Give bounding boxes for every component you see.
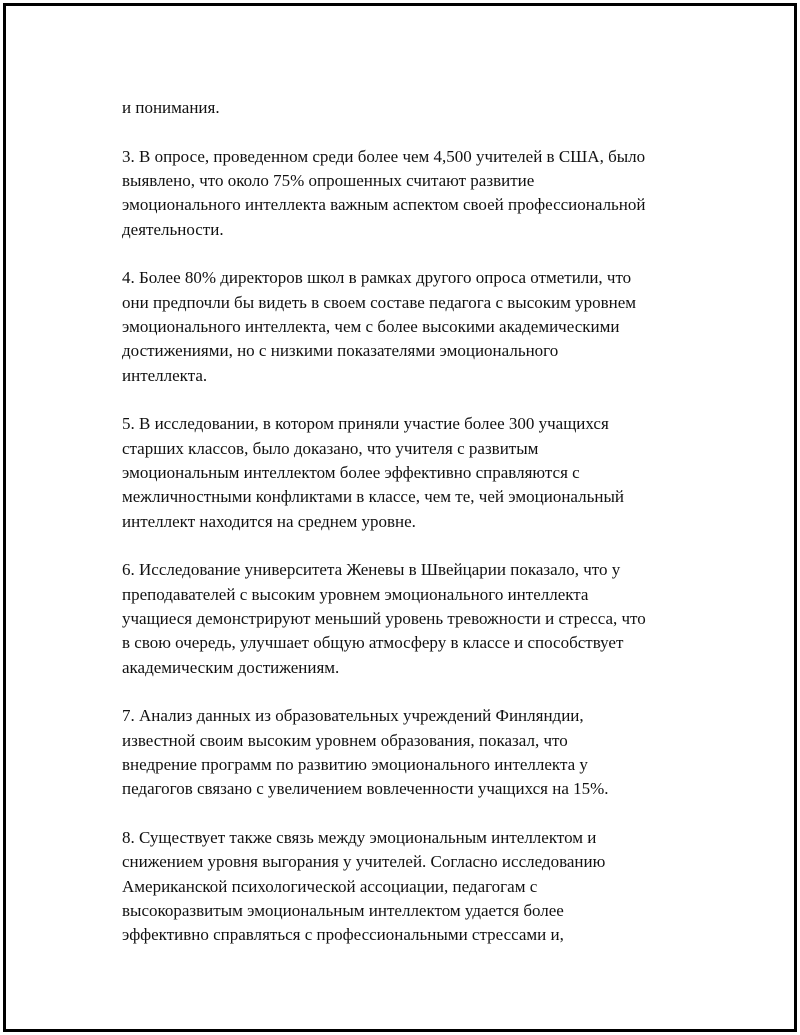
paragraph-item-7 xyxy=(122,704,722,801)
text-line: 3. В опросе, проведенном среди более чем 4,500 учителей в США, было xyxy=(122,146,646,166)
document-body xyxy=(122,96,722,948)
text-line: известной своим высоким уровнем образования, показал, что xyxy=(122,730,568,750)
text-line: снижением уровня выгорания у учителей. Согласно исследованию xyxy=(122,852,606,872)
paragraph-item-8 xyxy=(122,826,722,947)
text-line: 7. Анализ данных из образовательных учреждений Финляндии, xyxy=(122,706,584,726)
text-line: учащиеся демонстрируют меньший уровень тревожности и стресса, что xyxy=(122,609,646,629)
text-line: преподавателей с высоким уровнем эмоционального интеллекта xyxy=(122,584,589,604)
text-line: эмоционального интеллекта, чем с более высокими академическими xyxy=(122,317,620,337)
text-line: 5. В исследовании, в котором приняли участие более 300 учащихся xyxy=(122,414,609,434)
text-line: эмоциональным интеллектом более эффективно справляются с xyxy=(122,463,580,483)
text-line: внедрение программ по развитию эмоционального интеллекта у xyxy=(122,755,588,775)
text-line: достижениями, но с низкими показателями эмоционального xyxy=(122,341,559,361)
paragraph-item-3 xyxy=(122,145,722,242)
paragraph-item-4 xyxy=(122,266,722,387)
text-line: эмоционального интеллекта важным аспектом своей профессиональной xyxy=(122,195,646,215)
text-line: интеллекта. xyxy=(122,365,208,385)
text-line: 8. Существует также связь между эмоциональным интеллектом и xyxy=(122,828,597,848)
text-line: интеллект находится на среднем уровне. xyxy=(122,511,416,531)
text-line: Американской психологической ассоциации, педагогам с xyxy=(122,876,538,896)
text-line: старших классов, было доказано, что учителя с развитым xyxy=(122,438,539,458)
paragraph-continuation xyxy=(122,96,722,120)
paragraph-item-6 xyxy=(122,558,722,679)
text-line: межличностными конфликтами в классе, чем те, чей эмоциональный xyxy=(122,487,624,507)
text-line: 6. Исследование университета Женевы в Швейцарии показало, что у xyxy=(122,560,621,580)
page-frame xyxy=(3,3,797,1032)
text-line: и понимания. xyxy=(122,98,220,117)
paragraph-item-5 xyxy=(122,412,722,533)
text-line: деятельности. xyxy=(122,219,224,239)
text-line: педагогов связано с увеличением вовлеченности учащихся на 15%. xyxy=(122,779,609,799)
text-line: высокоразвитым эмоциональным интеллектом удается более xyxy=(122,901,564,921)
text-line: академическим достижениям. xyxy=(122,657,340,677)
text-line: в свою очередь, улучшает общую атмосферу в классе и способствует xyxy=(122,633,624,653)
text-line: эффективно справляться с профессиональными стрессами и, xyxy=(122,925,564,945)
text-line: они предпочли бы видеть в своем составе педагога с высоким уровнем xyxy=(122,292,637,312)
text-line: выявлено, что около 75% опрошенных считают развитие xyxy=(122,171,535,191)
text-line: 4. Более 80% директоров школ в рамках другого опроса отметили, что xyxy=(122,268,632,288)
